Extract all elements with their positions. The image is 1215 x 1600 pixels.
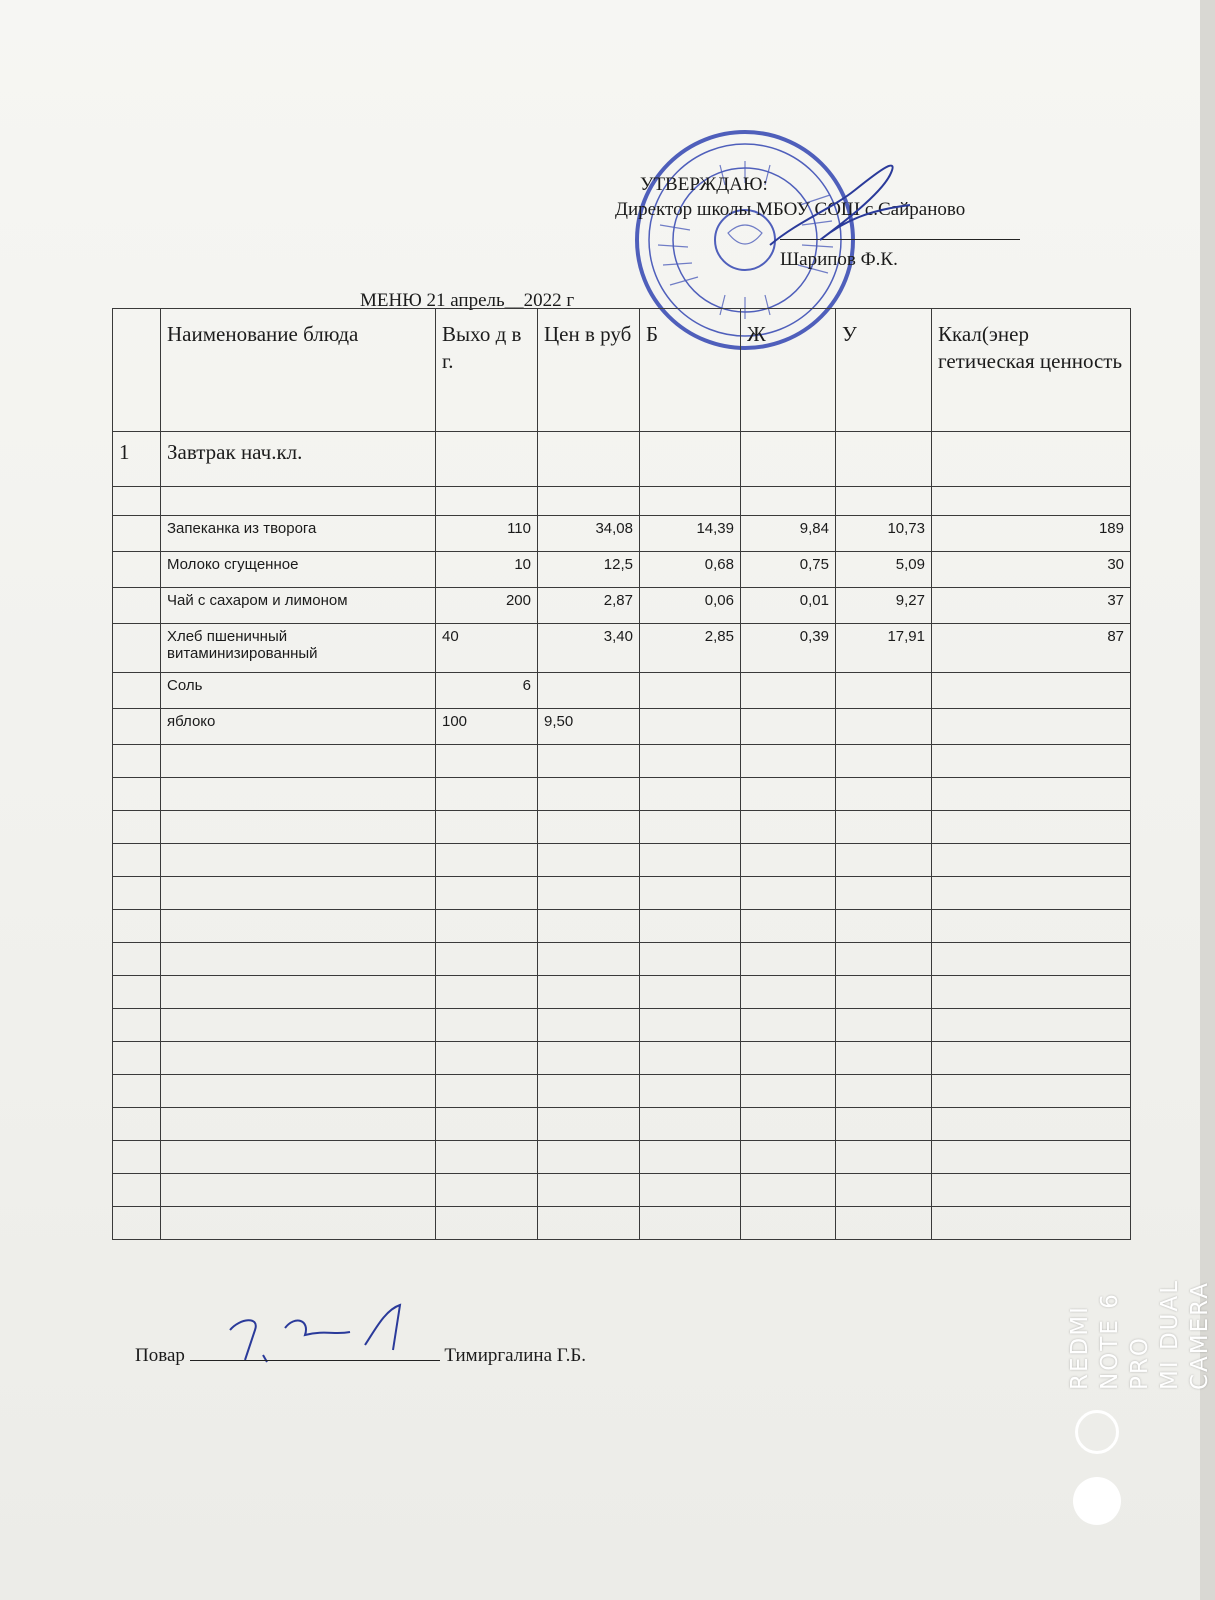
dish-kcal: 87	[932, 624, 1131, 673]
empty-row	[113, 811, 1131, 844]
dish-fat	[741, 709, 836, 745]
dish-name: Хлеб пшеничный витаминизированный	[161, 624, 436, 673]
dish-price: 3,40	[538, 624, 640, 673]
dish-yield: 100	[436, 709, 538, 745]
table-row	[113, 516, 1131, 552]
camera-watermark	[1065, 1255, 1215, 1390]
dish-fat: 9,84	[741, 516, 836, 552]
dish-fat	[741, 673, 836, 709]
approval-position: Директор школы МБОУ СОШ с.Сайраново	[615, 199, 966, 220]
header-carbs: У	[836, 309, 932, 432]
cook-name: Тимиргалина Г.Б.	[444, 1345, 587, 1366]
menu-table	[112, 308, 1131, 1240]
dish-name: Молоко сгущенное	[161, 552, 436, 588]
menu-title: МЕНЮ 21 апрель__2022 г	[360, 290, 575, 311]
dish-yield: 110	[436, 516, 538, 552]
empty-row	[113, 877, 1131, 910]
section-row	[113, 432, 1131, 487]
empty-row	[113, 910, 1131, 943]
header-num	[113, 309, 161, 432]
header-kcal: Ккал(энер гетическая ценность	[932, 309, 1131, 432]
empty-row	[113, 778, 1131, 811]
dish-protein	[640, 673, 741, 709]
header-protein: Б	[640, 309, 741, 432]
dish-protein	[640, 709, 741, 745]
director-signature	[760, 150, 920, 260]
header-price: Цен в руб	[538, 309, 640, 432]
dish-protein: 0,68	[640, 552, 741, 588]
table-row	[113, 624, 1131, 673]
cook-signature-line	[190, 1346, 440, 1361]
cook-label: Повар	[135, 1345, 185, 1366]
dish-fat: 0,39	[741, 624, 836, 673]
approval-signer: Шарипов Ф.К.	[780, 249, 898, 270]
header-yield: Выхо д в г.	[436, 309, 538, 432]
dish-price: 34,08	[538, 516, 640, 552]
dish-name: Запеканка из творога	[161, 516, 436, 552]
dish-name: Соль	[161, 673, 436, 709]
spacer-row	[113, 487, 1131, 516]
watermark-line2: MI DUAL CAMERA	[1157, 1278, 1213, 1390]
section-label: Завтрак нач.кл.	[161, 432, 436, 487]
dish-carbs: 5,09	[836, 552, 932, 588]
empty-row	[113, 1042, 1131, 1075]
empty-row	[113, 1108, 1131, 1141]
dish-fat: 0,75	[741, 552, 836, 588]
approval-heading: УТВЕРЖДАЮ:	[640, 174, 768, 195]
header-fat: Ж	[741, 309, 836, 432]
empty-row	[113, 1174, 1131, 1207]
dish-kcal	[932, 673, 1131, 709]
empty-row	[113, 1141, 1131, 1174]
dish-kcal: 30	[932, 552, 1131, 588]
dish-yield: 200	[436, 588, 538, 624]
empty-row	[113, 976, 1131, 1009]
dish-carbs: 9,27	[836, 588, 932, 624]
empty-row	[113, 1207, 1131, 1240]
dish-price: 9,50	[538, 709, 640, 745]
empty-row	[113, 745, 1131, 778]
dish-price	[538, 673, 640, 709]
header-dish: Наименование блюда	[161, 309, 436, 432]
dish-carbs: 17,91	[836, 624, 932, 673]
dish-price: 12,5	[538, 552, 640, 588]
watermark-dot-icon	[1073, 1477, 1121, 1525]
empty-row	[113, 943, 1131, 976]
dish-protein: 14,39	[640, 516, 741, 552]
dish-yield: 10	[436, 552, 538, 588]
dish-yield: 6	[436, 673, 538, 709]
dish-protein: 0,06	[640, 588, 741, 624]
dish-name: яблоко	[161, 709, 436, 745]
dish-price: 2,87	[538, 588, 640, 624]
dish-carbs	[836, 709, 932, 745]
dish-name: Чай с сахаром и лимоном	[161, 588, 436, 624]
table-row	[113, 673, 1131, 709]
empty-row	[113, 1009, 1131, 1042]
table-header-row	[113, 309, 1131, 432]
section-num: 1	[113, 432, 161, 487]
dish-protein: 2,85	[640, 624, 741, 673]
empty-row	[113, 844, 1131, 877]
dish-yield: 40	[436, 624, 538, 673]
cook-block	[135, 1345, 586, 1367]
dish-carbs: 10,73	[836, 516, 932, 552]
watermark-ring-icon	[1075, 1410, 1119, 1454]
dish-fat: 0,01	[741, 588, 836, 624]
watermark-line1: REDMI NOTE 6 PRO	[1067, 1292, 1153, 1390]
table-row	[113, 588, 1131, 624]
dish-kcal	[932, 709, 1131, 745]
table-row	[113, 709, 1131, 745]
dish-carbs	[836, 673, 932, 709]
dish-kcal: 37	[932, 588, 1131, 624]
dish-kcal: 189	[932, 516, 1131, 552]
table-row	[113, 552, 1131, 588]
empty-row	[113, 1075, 1131, 1108]
